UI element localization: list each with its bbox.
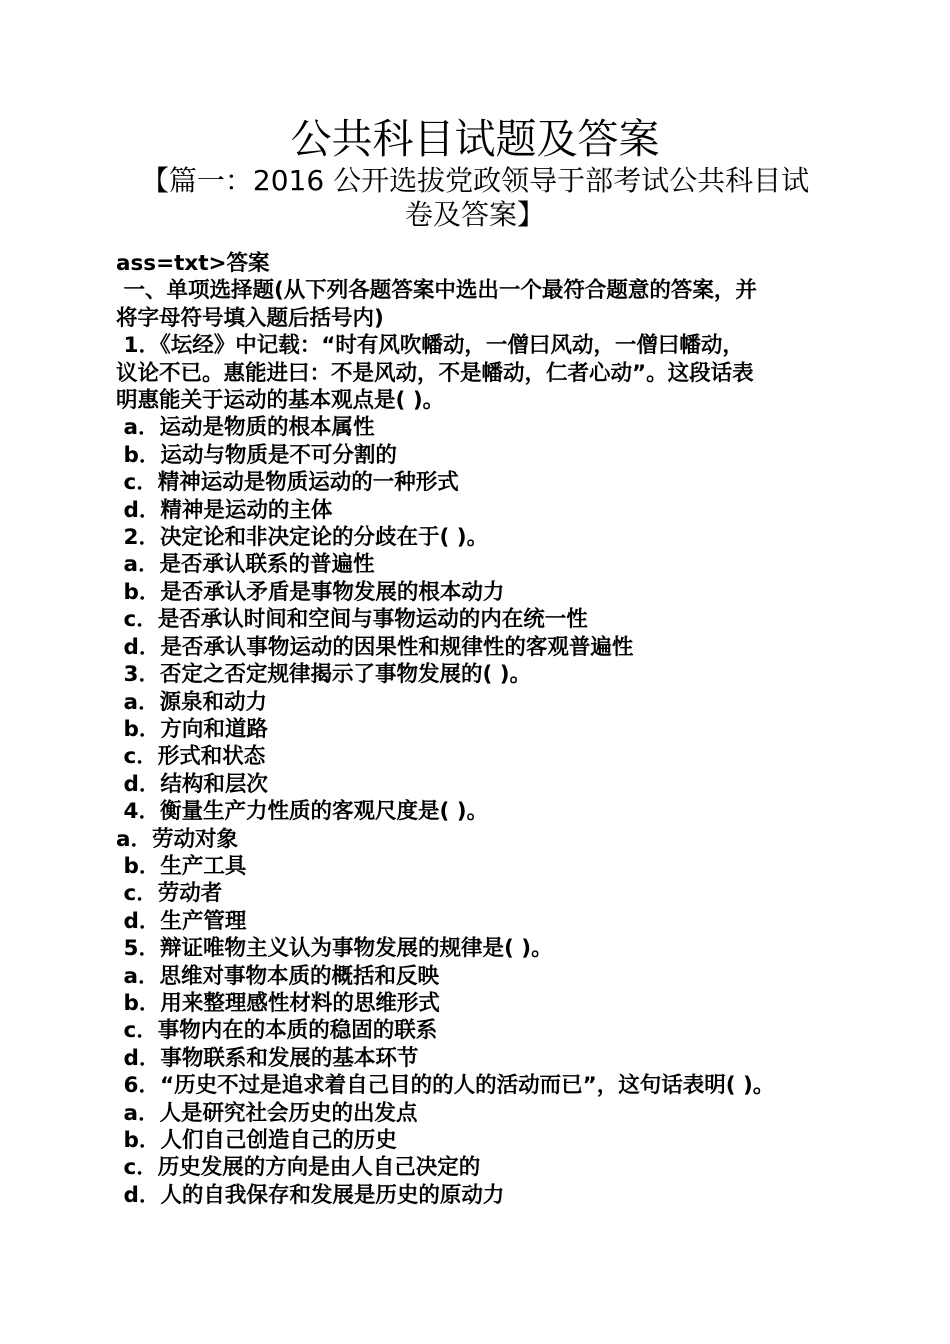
body-line: ass=txt>答案 (116, 251, 270, 276)
body-line: a．思维对事物本质的概括和反映 (116, 963, 439, 989)
body-line: a．运动是物质的根本属性 (116, 415, 375, 441)
body-line: 1．《坛经》中记载：“时有风吹幡动，一僧曰风动，一僧曰幡动， (116, 333, 744, 359)
subtitle-line-2: 卷及答案】 (404, 198, 545, 231)
body-line: 议论不已。惠能进曰：不是风动，不是幡动，仁者心动”。这段话表 (116, 360, 754, 386)
body-line: a．劳动对象 (116, 826, 239, 852)
body-line: 2．决定论和非决定论的分歧在于( )。 (116, 525, 489, 551)
body-line: d．事物联系和发展的基本环节 (116, 1045, 419, 1071)
body-line: a．源泉和动力 (116, 689, 267, 715)
body-line: d．生产管理 (116, 908, 247, 934)
body-line: c．事物内在的本质的稳固的联系 (116, 1018, 438, 1044)
body-line: a．人是研究社会历史的出发点 (116, 1100, 418, 1126)
body-line: b．用来整理感性材料的思维形式 (116, 990, 440, 1016)
body-line: 一、单项选择题(从下列各题答案中选出一个最符合题意的答案，并 (116, 278, 757, 304)
document-subtitle (0, 164, 950, 232)
body-line: d．精神是运动的主体 (116, 497, 333, 523)
body-line: c．是否承认时间和空间与事物运动的内在统一性 (116, 607, 588, 633)
body-line: 4．衡量生产力性质的客观尺度是( )。 (116, 799, 489, 825)
body-line: 将字母符号填入题后括号内) (116, 305, 384, 331)
body-line: d．是否承认事物运动的因果性和规律性的客观普遍性 (116, 634, 634, 660)
body-line: 明惠能关于运动的基本观点是( )。 (116, 388, 445, 414)
body-line: 3．否定之否定规律揭示了事物发展的( )。 (116, 662, 532, 688)
body-line: a．是否承认联系的普遍性 (116, 552, 375, 578)
body-line: 6．“历史不过是追求着自己目的的人的活动而已”，这句话表明( )。 (116, 1073, 775, 1099)
body-line: c．劳动者 (116, 881, 223, 907)
body-line: b．人们自己创造自己的历史 (116, 1128, 397, 1153)
body-line: d．人的自我保存和发展是历史的原动力 (116, 1182, 505, 1208)
body-line: b．运动与物质是不可分割的 (116, 442, 397, 468)
body-line: b．是否承认矛盾是事物发展的根本动力 (116, 579, 505, 605)
body-line: c．精神运动是物质运动的一种形式 (116, 470, 459, 496)
body-line: c．形式和状态 (116, 744, 266, 770)
subtitle-line-1: 【篇一：2016 公开选拔党政领导于部考试公共科目试 (140, 164, 810, 197)
body-line: b．生产工具 (116, 853, 247, 879)
body-line: b．方向和道路 (116, 716, 268, 742)
document-title: 公共科目试题及答案 (290, 115, 660, 163)
document-body (116, 250, 831, 1209)
body-line: c．历史发展的方向是由人自己决定的 (116, 1155, 481, 1181)
body-line: d．结构和层次 (116, 771, 268, 797)
body-line: 5．辩证唯物主义认为事物发展的规律是( )。 (116, 936, 553, 962)
